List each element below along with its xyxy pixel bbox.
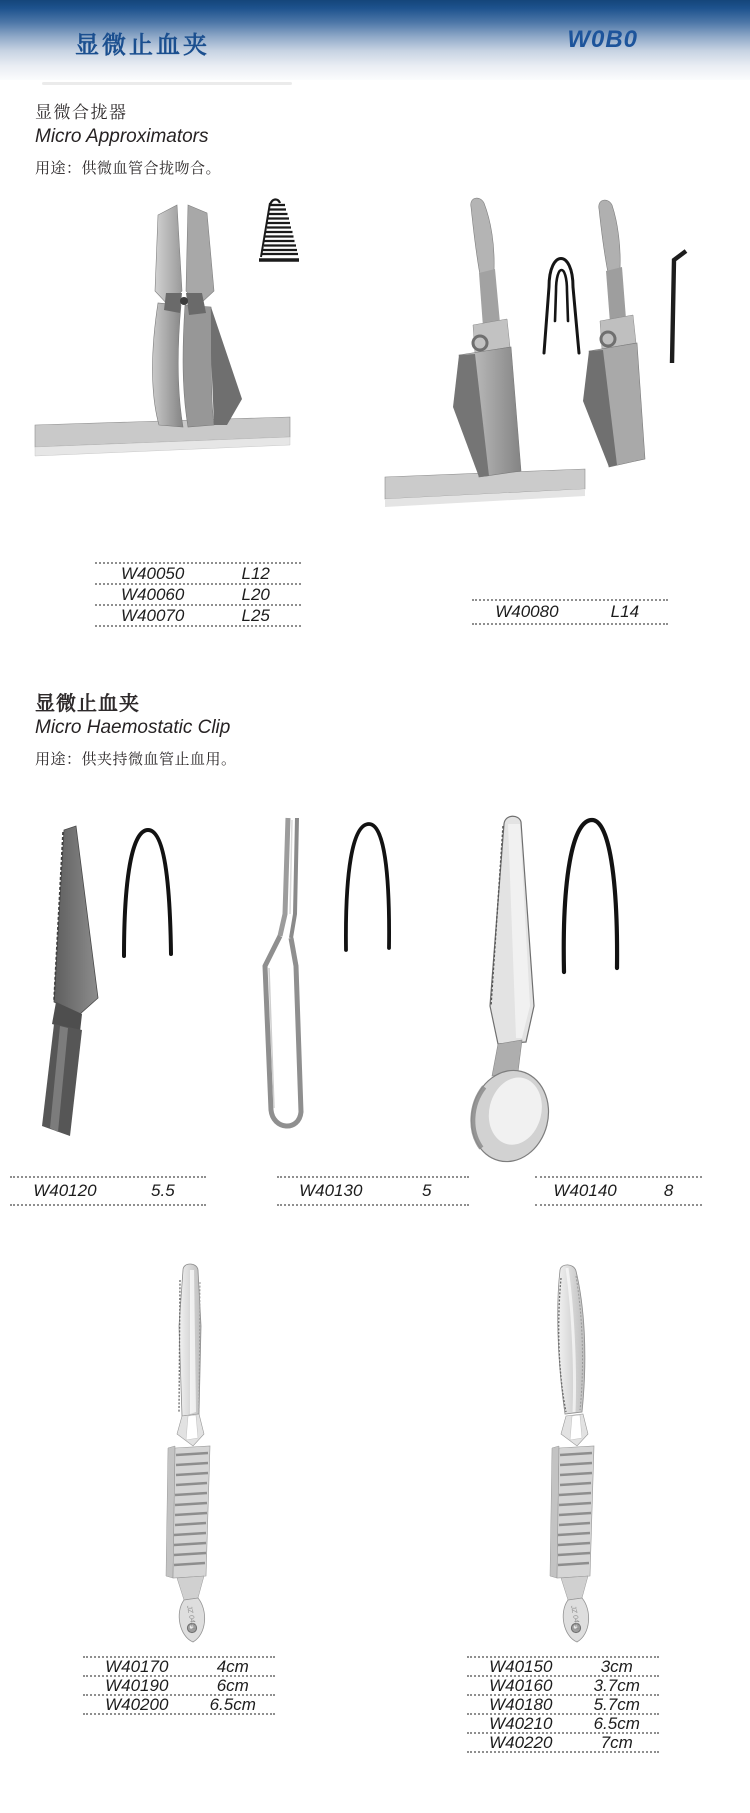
size-cell: L20 [241, 584, 270, 604]
spec-table-clip-left [10, 1176, 206, 1206]
table-row [467, 1715, 659, 1734]
approximator-illustration [28, 193, 313, 493]
model-cell: W40070 [121, 605, 185, 625]
size-cell: L25 [241, 605, 270, 625]
spec-table-approximator-right [472, 599, 668, 625]
model-cell: W40130 [299, 1181, 363, 1200]
section-title-zh: 显微止血夹 [35, 693, 140, 715]
size-cell: 6.5cm [593, 1713, 640, 1733]
section-approximators-heading [35, 102, 221, 178]
model-cell: W40180 [489, 1694, 553, 1714]
model-cell: W40050 [121, 563, 185, 583]
haemostatic-clip-2-photo [252, 814, 407, 1159]
size-cell: 3cm [600, 1656, 633, 1676]
size-cell: L14 [610, 602, 640, 621]
model-cell: W40200 [105, 1694, 169, 1714]
bulldog-clamp-curved-photo [530, 1262, 630, 1647]
section-usage: 用途：供夹持微血管止血用。 [35, 751, 237, 768]
size-cell: 5.5 [151, 1181, 175, 1200]
size-cell: 7cm [600, 1732, 633, 1752]
table-row [467, 1734, 659, 1753]
table-row [277, 1178, 469, 1206]
approximator-double-clamp-photo [28, 193, 313, 493]
table-row [95, 564, 301, 585]
bulldog-straight-illustration [146, 1262, 246, 1647]
model-cell: W40210 [489, 1713, 553, 1733]
size-cell: L12 [241, 563, 270, 583]
model-cell: W40120 [33, 1181, 97, 1200]
section-title-en: Micro Approximators [35, 126, 209, 147]
size-cell: 5.7cm [593, 1694, 640, 1714]
section-clips-heading [35, 693, 237, 769]
u-clip-icon [124, 830, 171, 956]
model-cell: W40060 [121, 584, 185, 604]
clip2-illustration [252, 814, 407, 1159]
table-row [472, 601, 668, 625]
model-cell: W40170 [105, 1656, 169, 1676]
table-row [467, 1677, 659, 1696]
u-clip-icon [564, 820, 617, 972]
bent-wire-icon [672, 251, 686, 363]
clip1-illustration [30, 818, 185, 1158]
size-cell: 6.5cm [209, 1694, 256, 1714]
engraving-text: JZ 04Cr [569, 1604, 582, 1631]
size-cell: 5 [422, 1181, 432, 1200]
spec-table-clip-right [535, 1176, 702, 1206]
table-row [95, 585, 301, 606]
spec-table-bulldog-left [83, 1656, 275, 1715]
size-cell: 8 [663, 1181, 674, 1200]
engraving-text: JZ 04Cr [185, 1604, 198, 1631]
table-row [83, 1696, 275, 1715]
spec-table-approximator-left [95, 562, 301, 627]
table-row [467, 1658, 659, 1677]
model-cell: W40140 [553, 1181, 617, 1200]
wire-clip-icon [544, 259, 579, 354]
u-clip-icon [346, 824, 389, 950]
haemostatic-clip-1-photo [30, 818, 185, 1158]
approximator-pair-illustration [383, 193, 698, 513]
table-row [95, 606, 301, 627]
clip-profile-icon [259, 199, 299, 260]
table-row [83, 1658, 275, 1677]
spec-table-bulldog-right [467, 1656, 659, 1753]
size-cell: 3.7cm [593, 1675, 640, 1695]
divider-line [42, 82, 292, 85]
page-header [0, 0, 750, 80]
spec-table-clip-mid [277, 1176, 469, 1206]
section-title-en: Micro Haemostatic Clip [35, 717, 231, 738]
bulldog-clamp-straight-photo [146, 1262, 246, 1647]
catalog-code: W0B0 [567, 26, 638, 53]
table-row [83, 1677, 275, 1696]
haemostatic-clip-3-photo [470, 810, 630, 1175]
size-cell: 4cm [216, 1656, 249, 1676]
section-title-zh: 显微合拢器 [35, 103, 128, 122]
model-cell: W40160 [489, 1675, 553, 1695]
bulldog-curved-illustration [530, 1262, 630, 1647]
clip3-illustration [470, 810, 630, 1175]
model-cell: W40220 [489, 1732, 553, 1752]
table-row [10, 1178, 206, 1206]
approximator-pair-photo [383, 193, 698, 513]
model-cell: W40080 [495, 602, 559, 621]
table-row [535, 1178, 702, 1206]
model-cell: W40190 [105, 1675, 169, 1695]
page-title: 显微止血夹 [75, 32, 210, 59]
table-row [467, 1696, 659, 1715]
section-usage: 用途：供微血管合拢吻合。 [35, 160, 222, 177]
model-cell: W40150 [489, 1656, 553, 1676]
size-cell: 6cm [216, 1675, 249, 1695]
